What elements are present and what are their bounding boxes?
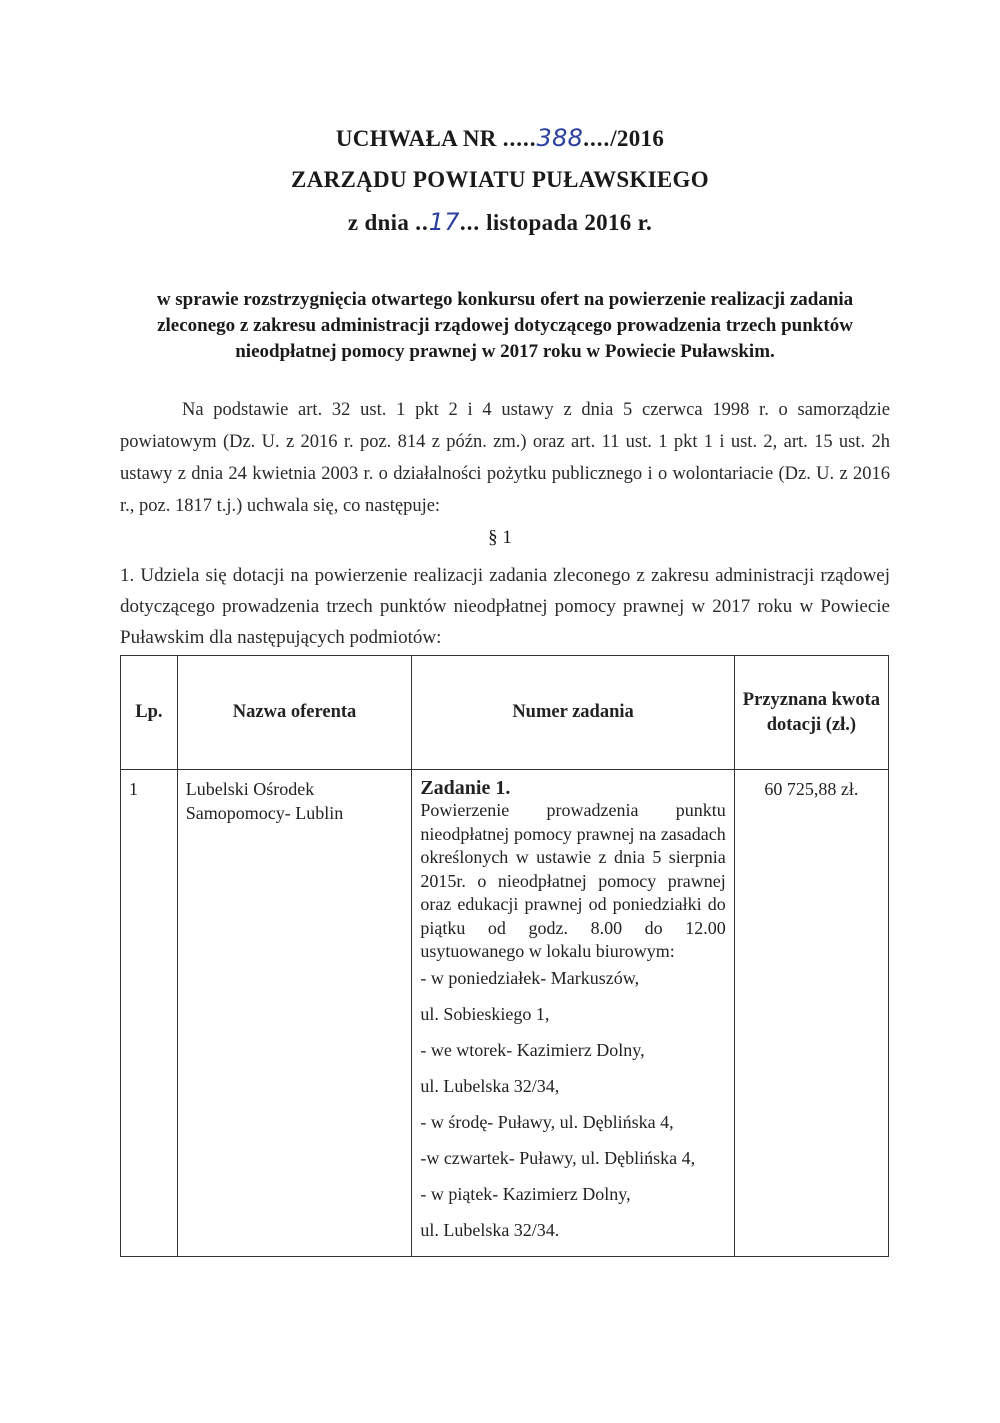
table-row: [121, 770, 889, 1257]
issuing-body: ZARZĄDU POWIATU PUŁAWSKIEGO: [291, 167, 709, 192]
legal-basis-text: Na podstawie art. 32 ust. 1 pkt 2 i 4 ustawy z dnia 5 czerwca 1998 r. o samorządzie powiatowym (Dz. U. z 2016 r. poz. 814 z późn. zm.) oraz art. 11 ust. 1 pkt 1 i ust. 2, art. 15 ust. 2h ustawy z dnia 24 kwietnia 2003 r. o działalności pożytku publicznego i o wolontariacie (Dz. U. z 2016 r., poz. 1817 t.j.) uchwala się, co następuje:: [120, 400, 890, 516]
number-dots-left: .....: [502, 126, 537, 151]
legal-basis-paragraph: [120, 394, 890, 522]
resolution-year: /2016: [610, 126, 665, 151]
list-item: ul. Lubelska 32/34.: [420, 1219, 560, 1240]
header-grant-amount: Przyznana kwota dotacji (zł.): [734, 656, 888, 770]
date-dots-left: ..: [415, 210, 429, 235]
resolution-date-line: [0, 201, 1000, 243]
resolution-number-line: [0, 117, 1000, 159]
resolution-header: [0, 117, 1000, 243]
row-applicant-name: Lubelski Ośrodek Samopomocy- Lublin: [177, 770, 412, 1257]
list-item: - w piątek- Kazimierz Dolny,: [420, 1183, 631, 1204]
row-lp: 1: [121, 770, 178, 1257]
list-item: ul. Lubelska 32/34,: [420, 1075, 560, 1096]
row-task: [412, 770, 734, 1257]
list-item: - w poniedziałek- Markuszów,: [420, 967, 640, 988]
task-description: Powierzenie prowadzenia punktu nieodpłatnej pomocy prawnej na zasadach określonych w ustawie z dnia 5 sierpnia 2015r. o nieodpłatnej pomocy prawnej oraz edukacji prawnej od poniedziałki do piątku od godz. 8.00 do 12.00 usytuowanego w lokalu biurowym:: [420, 800, 726, 961]
header-lp: Lp.: [121, 656, 178, 770]
grants-table: [120, 655, 889, 1257]
list-item: ul. Sobieskiego 1,: [420, 1003, 550, 1024]
number-dots-right: ....: [583, 126, 611, 151]
list-item: - we wtorek- Kazimierz Dolny,: [420, 1039, 645, 1060]
date-suffix: listopada 2016 r.: [486, 210, 653, 235]
date-prefix: z dnia: [347, 210, 410, 235]
row-grant-amount: 60 725,88 zł.: [734, 770, 888, 1257]
handwritten-date-day: 17: [428, 208, 460, 236]
handwritten-resolution-number: 388: [536, 124, 584, 152]
list-item: -w czwartek- Puławy, ul. Dęblińska 4,: [420, 1147, 696, 1168]
date-dots-right: ...: [459, 210, 481, 235]
list-item: - w środę- Puławy, ul. Dęblińska 4,: [420, 1111, 674, 1132]
task-locations-list: [420, 966, 725, 1242]
section-mark: § 1: [488, 527, 512, 548]
table-header-row: [121, 656, 889, 770]
resolution-subject: w sprawie rozstrzygnięcia otwartego konkursu ofert na powierzenie realizacji zadania zleconego z zakresu administracji rządowej dotyczącego prowadzenia trzech punktów nieodpłatnej pomocy prawnej w 2017 roku w Powiecie Puławskim.: [156, 289, 854, 362]
resolution-prefix: UCHWAŁA NR: [335, 126, 497, 151]
header-applicant-name: Nazwa oferenta: [177, 656, 412, 770]
header-task-number: Numer zadania: [412, 656, 734, 770]
task-heading: Zadanie 1.: [420, 777, 511, 799]
point-1-text: 1. Udziela się dotacji na powierzenie realizacji zadania zleconego z zakresu administracji rządowej dotyczącego prowadzenia trzech punktów nieodpłatnej pomocy prawnej w 2017 roku w Powiecie Puławskim dla następujących podmiotów:: [120, 565, 890, 648]
